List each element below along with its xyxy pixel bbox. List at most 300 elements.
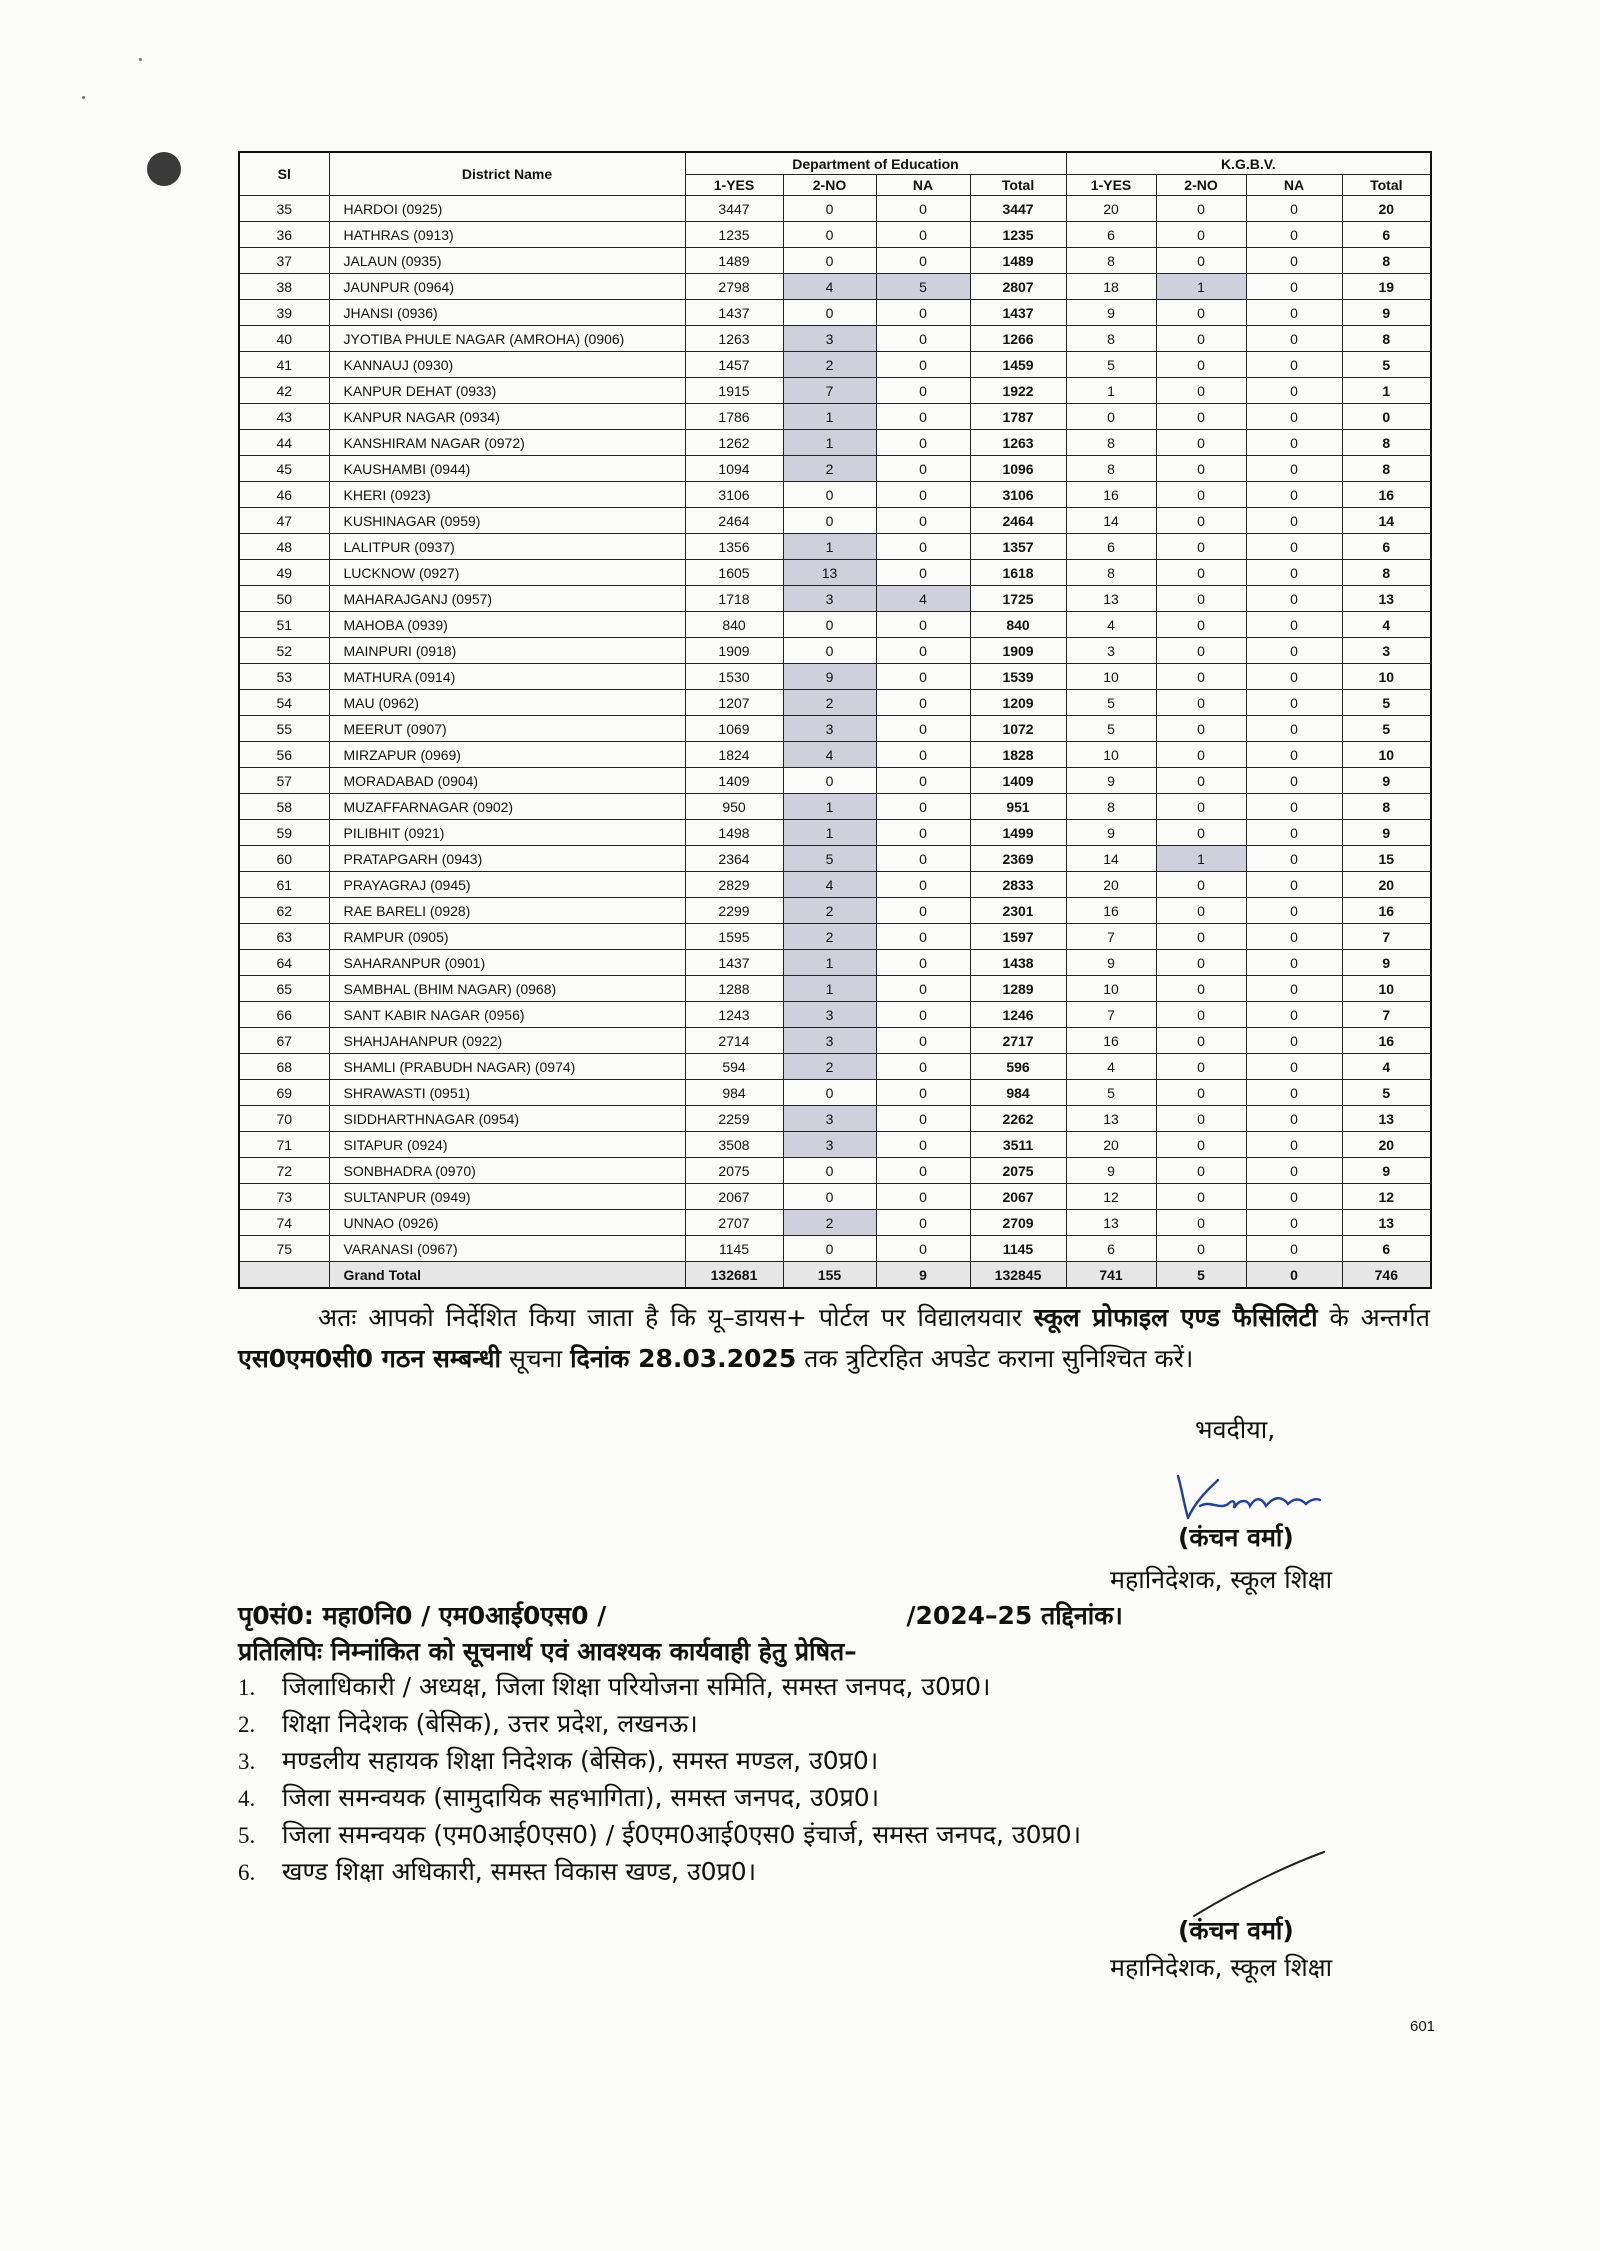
row-kgbv-total: 10	[1342, 976, 1431, 1002]
para-text-2: के अन्तर्गत	[1317, 1303, 1430, 1332]
table-row	[239, 612, 1431, 638]
row-dept-total: 2464	[970, 508, 1066, 534]
row-dept-na: 0	[876, 612, 970, 638]
row-dept-no: 2	[783, 1054, 876, 1080]
row-kgbv-na: 0	[1246, 950, 1342, 976]
row-dept-na: 0	[876, 300, 970, 326]
copy-item-number: 4.	[238, 1786, 256, 1811]
row-kgbv-no: 0	[1156, 664, 1246, 690]
row-kgbv-na: 0	[1246, 404, 1342, 430]
row-sl: 68	[239, 1054, 329, 1080]
row-kgbv-total: 13	[1342, 1106, 1431, 1132]
row-dept-total: 2709	[970, 1210, 1066, 1236]
header-sl: Sl	[239, 152, 329, 196]
row-dept-no: 1	[783, 534, 876, 560]
row-district: MAHARAJGANJ (0957)	[329, 586, 685, 612]
row-kgbv-no: 0	[1156, 716, 1246, 742]
instruction-paragraph	[238, 1297, 1430, 1379]
row-kgbv-total: 0	[1342, 404, 1431, 430]
row-dept-total: 596	[970, 1054, 1066, 1080]
page-number: 601	[1410, 2018, 1436, 2035]
row-kgbv-na: 0	[1246, 274, 1342, 300]
row-dept-total: 1828	[970, 742, 1066, 768]
row-kgbv-total: 7	[1342, 924, 1431, 950]
table-row	[239, 976, 1431, 1002]
row-dept-no: 9	[783, 664, 876, 690]
row-district: JHANSI (0936)	[329, 300, 685, 326]
table-row	[239, 1002, 1431, 1028]
row-kgbv-no: 0	[1156, 898, 1246, 924]
row-sl: 47	[239, 508, 329, 534]
copy-item-number: 2.	[238, 1712, 256, 1737]
grand-total-row	[239, 1262, 1431, 1289]
row-kgbv-total: 20	[1342, 1132, 1431, 1158]
row-kgbv-na: 0	[1246, 976, 1342, 1002]
header-kgbv-no: 2-NO	[1156, 175, 1246, 196]
row-dept-no: 0	[783, 1184, 876, 1210]
row-dept-total: 2075	[970, 1158, 1066, 1184]
row-kgbv-no: 0	[1156, 950, 1246, 976]
row-kgbv-no: 0	[1156, 326, 1246, 352]
table-row	[239, 560, 1431, 586]
punch-hole	[147, 152, 181, 186]
row-kgbv-na: 0	[1246, 690, 1342, 716]
row-kgbv-total: 5	[1342, 690, 1431, 716]
row-dept-no: 1	[783, 950, 876, 976]
table-row	[239, 456, 1431, 482]
row-dept-total: 2807	[970, 274, 1066, 300]
row-dept-total: 1289	[970, 976, 1066, 1002]
row-sl: 43	[239, 404, 329, 430]
row-kgbv-na: 0	[1246, 1080, 1342, 1106]
row-dept-no: 0	[783, 222, 876, 248]
copy-item-number: 1.	[238, 1675, 256, 1700]
row-kgbv-no: 0	[1156, 1106, 1246, 1132]
row-kgbv-yes: 6	[1066, 534, 1156, 560]
header-dept-no: 2-NO	[783, 175, 876, 196]
row-dept-yes: 1786	[685, 404, 783, 430]
row-kgbv-total: 16	[1342, 482, 1431, 508]
row-dept-yes: 594	[685, 1054, 783, 1080]
row-kgbv-na: 0	[1246, 664, 1342, 690]
row-district: MAINPURI (0918)	[329, 638, 685, 664]
row-dept-na: 0	[876, 664, 970, 690]
row-kgbv-total: 5	[1342, 1080, 1431, 1106]
row-dept-total: 1725	[970, 586, 1066, 612]
row-kgbv-no: 0	[1156, 482, 1246, 508]
row-dept-total: 1922	[970, 378, 1066, 404]
row-dept-no: 5	[783, 846, 876, 872]
table-row	[239, 1028, 1431, 1054]
table-row	[239, 534, 1431, 560]
row-dept-no: 1	[783, 976, 876, 1002]
row-dept-no: 4	[783, 274, 876, 300]
row-sl: 52	[239, 638, 329, 664]
row-sl: 42	[239, 378, 329, 404]
row-dept-na: 0	[876, 482, 970, 508]
row-sl: 56	[239, 742, 329, 768]
row-dept-no: 0	[783, 638, 876, 664]
row-kgbv-na: 0	[1246, 638, 1342, 664]
header-dept-total: Total	[970, 175, 1066, 196]
row-dept-na: 0	[876, 456, 970, 482]
row-district: JAUNPUR (0964)	[329, 274, 685, 300]
grand-total-kgbv-na: 0	[1246, 1262, 1342, 1289]
row-dept-total: 2833	[970, 872, 1066, 898]
row-kgbv-no: 0	[1156, 534, 1246, 560]
row-dept-total: 1618	[970, 560, 1066, 586]
row-dept-na: 0	[876, 430, 970, 456]
table-row	[239, 690, 1431, 716]
row-dept-yes: 2798	[685, 274, 783, 300]
row-kgbv-total: 4	[1342, 612, 1431, 638]
row-kgbv-yes: 1	[1066, 378, 1156, 404]
table-row	[239, 794, 1431, 820]
row-dept-na: 0	[876, 690, 970, 716]
row-district: KANNAUJ (0930)	[329, 352, 685, 378]
row-sl: 61	[239, 872, 329, 898]
table-row	[239, 664, 1431, 690]
row-dept-no: 0	[783, 248, 876, 274]
row-kgbv-no: 0	[1156, 1080, 1246, 1106]
row-kgbv-yes: 16	[1066, 898, 1156, 924]
row-sl: 41	[239, 352, 329, 378]
row-dept-no: 13	[783, 560, 876, 586]
row-kgbv-na: 0	[1246, 196, 1342, 222]
signer-name-2: (कंचन वर्मा)	[1178, 1916, 1294, 1945]
row-dept-no: 0	[783, 482, 876, 508]
copy-item-text: खण्ड शिक्षा अधिकारी, समस्त विकास खण्ड, उ0प्र0।	[282, 1857, 757, 1886]
row-kgbv-na: 0	[1246, 898, 1342, 924]
row-kgbv-yes: 8	[1066, 456, 1156, 482]
row-dept-na: 0	[876, 404, 970, 430]
table-row	[239, 352, 1431, 378]
row-kgbv-no: 0	[1156, 1054, 1246, 1080]
signature-stroke-icon	[1190, 1850, 1330, 1920]
row-dept-total: 840	[970, 612, 1066, 638]
row-sl: 38	[239, 274, 329, 300]
row-kgbv-no: 0	[1156, 430, 1246, 456]
row-sl: 66	[239, 1002, 329, 1028]
row-kgbv-yes: 20	[1066, 196, 1156, 222]
row-kgbv-na: 0	[1246, 1210, 1342, 1236]
table-row	[239, 378, 1431, 404]
copy-list	[238, 1668, 1081, 1890]
row-district: MUZAFFARNAGAR (0902)	[329, 794, 685, 820]
row-dept-no: 2	[783, 898, 876, 924]
row-kgbv-no: 0	[1156, 196, 1246, 222]
row-district: HARDOI (0925)	[329, 196, 685, 222]
row-dept-yes: 1263	[685, 326, 783, 352]
row-district: SHRAWASTI (0951)	[329, 1080, 685, 1106]
row-sl: 54	[239, 690, 329, 716]
row-kgbv-yes: 8	[1066, 794, 1156, 820]
row-dept-no: 0	[783, 1080, 876, 1106]
row-sl: 70	[239, 1106, 329, 1132]
row-kgbv-yes: 0	[1066, 404, 1156, 430]
reference-number: पृ0सं0: महा0नि0 / एम0आई0एस0 /	[238, 1601, 607, 1630]
table-row	[239, 248, 1431, 274]
row-dept-yes: 3447	[685, 196, 783, 222]
row-kgbv-yes: 5	[1066, 1080, 1156, 1106]
row-kgbv-total: 8	[1342, 560, 1431, 586]
row-dept-yes: 1235	[685, 222, 783, 248]
row-dept-na: 0	[876, 1210, 970, 1236]
row-kgbv-no: 0	[1156, 222, 1246, 248]
row-sl: 36	[239, 222, 329, 248]
row-dept-na: 0	[876, 560, 970, 586]
row-kgbv-total: 8	[1342, 430, 1431, 456]
row-dept-total: 2301	[970, 898, 1066, 924]
row-dept-na: 0	[876, 794, 970, 820]
row-dept-yes: 2075	[685, 1158, 783, 1184]
row-dept-yes: 1824	[685, 742, 783, 768]
row-sl: 53	[239, 664, 329, 690]
row-dept-yes: 2714	[685, 1028, 783, 1054]
district-table	[238, 151, 1432, 1289]
row-dept-na: 0	[876, 898, 970, 924]
row-sl: 51	[239, 612, 329, 638]
row-kgbv-yes: 16	[1066, 1028, 1156, 1054]
row-dept-total: 3106	[970, 482, 1066, 508]
row-kgbv-na: 0	[1246, 768, 1342, 794]
row-kgbv-yes: 5	[1066, 716, 1156, 742]
row-sl: 44	[239, 430, 329, 456]
row-kgbv-no: 0	[1156, 924, 1246, 950]
row-dept-na: 0	[876, 976, 970, 1002]
row-kgbv-yes: 7	[1066, 924, 1156, 950]
row-dept-total: 2717	[970, 1028, 1066, 1054]
row-kgbv-yes: 16	[1066, 482, 1156, 508]
row-kgbv-yes: 14	[1066, 846, 1156, 872]
row-kgbv-no: 0	[1156, 768, 1246, 794]
row-kgbv-total: 4	[1342, 1054, 1431, 1080]
grand-total-sl	[239, 1262, 329, 1289]
row-sl: 59	[239, 820, 329, 846]
table-row	[239, 1132, 1431, 1158]
row-dept-no: 2	[783, 924, 876, 950]
row-kgbv-total: 16	[1342, 1028, 1431, 1054]
row-kgbv-total: 3	[1342, 638, 1431, 664]
row-kgbv-na: 0	[1246, 1236, 1342, 1262]
row-dept-yes: 2829	[685, 872, 783, 898]
table-row	[239, 586, 1431, 612]
row-district: RAMPUR (0905)	[329, 924, 685, 950]
row-dept-total: 1539	[970, 664, 1066, 690]
row-kgbv-no: 0	[1156, 1236, 1246, 1262]
row-kgbv-total: 5	[1342, 352, 1431, 378]
row-district: SANT KABIR NAGAR (0956)	[329, 1002, 685, 1028]
row-dept-na: 0	[876, 716, 970, 742]
row-dept-total: 1909	[970, 638, 1066, 664]
grand-total-kgbv-yes: 741	[1066, 1262, 1156, 1289]
row-dept-no: 0	[783, 196, 876, 222]
row-dept-no: 0	[783, 300, 876, 326]
row-kgbv-na: 0	[1246, 742, 1342, 768]
table-row	[239, 196, 1431, 222]
row-kgbv-yes: 3	[1066, 638, 1156, 664]
table-row	[239, 482, 1431, 508]
row-dept-na: 0	[876, 378, 970, 404]
signer-designation: महानिदेशक, स्कूल शिक्षा	[1110, 1565, 1333, 1594]
row-district: LALITPUR (0937)	[329, 534, 685, 560]
header-kgbv-na: NA	[1246, 175, 1342, 196]
row-kgbv-total: 9	[1342, 768, 1431, 794]
row-dept-yes: 1288	[685, 976, 783, 1002]
row-district: MATHURA (0914)	[329, 664, 685, 690]
row-dept-yes: 1457	[685, 352, 783, 378]
table-row	[239, 274, 1431, 300]
row-kgbv-no: 0	[1156, 1158, 1246, 1184]
table-row	[239, 950, 1431, 976]
row-kgbv-na: 0	[1246, 1002, 1342, 1028]
row-district: RAE BARELI (0928)	[329, 898, 685, 924]
row-dept-total: 2067	[970, 1184, 1066, 1210]
row-kgbv-na: 0	[1246, 1054, 1342, 1080]
row-dept-na: 0	[876, 1236, 970, 1262]
row-dept-total: 1459	[970, 352, 1066, 378]
row-kgbv-yes: 6	[1066, 1236, 1156, 1262]
row-dept-no: 3	[783, 716, 876, 742]
para-text-3: सूचना	[501, 1344, 571, 1373]
row-dept-yes: 1595	[685, 924, 783, 950]
row-kgbv-na: 0	[1246, 508, 1342, 534]
table-row	[239, 898, 1431, 924]
copy-list-item	[238, 1779, 1081, 1816]
row-dept-yes: 1437	[685, 300, 783, 326]
table-row	[239, 846, 1431, 872]
row-district: JALAUN (0935)	[329, 248, 685, 274]
row-sl: 55	[239, 716, 329, 742]
row-dept-yes: 984	[685, 1080, 783, 1106]
table-row	[239, 820, 1431, 846]
copy-heading: प्रतिलिपिः निम्नांकित को सूचनार्थ एवं आवश्यक कार्यवाही हेतु प्रेषित–	[238, 1637, 857, 1666]
row-kgbv-no: 0	[1156, 248, 1246, 274]
row-dept-yes: 1207	[685, 690, 783, 716]
row-kgbv-total: 9	[1342, 1158, 1431, 1184]
table-row	[239, 1184, 1431, 1210]
row-dept-yes: 1498	[685, 820, 783, 846]
row-kgbv-no: 1	[1156, 274, 1246, 300]
row-kgbv-yes: 20	[1066, 1132, 1156, 1158]
row-kgbv-yes: 9	[1066, 300, 1156, 326]
header-dept-na: NA	[876, 175, 970, 196]
row-dept-no: 0	[783, 612, 876, 638]
row-dept-na: 0	[876, 1080, 970, 1106]
row-kgbv-no: 0	[1156, 976, 1246, 1002]
row-dept-yes: 1605	[685, 560, 783, 586]
row-dept-yes: 2299	[685, 898, 783, 924]
table-row	[239, 1158, 1431, 1184]
row-kgbv-total: 12	[1342, 1184, 1431, 1210]
row-dept-na: 0	[876, 248, 970, 274]
copy-item-text: जिला समन्वयक (एम0आई0एस0) / ई0एम0आई0एस0 इंचार्ज, समस्त जनपद, उ0प्र0।	[282, 1820, 1082, 1849]
row-kgbv-yes: 4	[1066, 1054, 1156, 1080]
row-dept-yes: 1915	[685, 378, 783, 404]
table-row	[239, 1080, 1431, 1106]
row-kgbv-na: 0	[1246, 300, 1342, 326]
row-district: SIDDHARTHNAGAR (0954)	[329, 1106, 685, 1132]
row-dept-total: 1489	[970, 248, 1066, 274]
copy-list-item	[238, 1742, 1081, 1779]
row-dept-na: 0	[876, 1028, 970, 1054]
row-dept-no: 4	[783, 872, 876, 898]
row-kgbv-no: 0	[1156, 690, 1246, 716]
header-kgbv-total: Total	[1342, 175, 1431, 196]
row-kgbv-yes: 13	[1066, 1106, 1156, 1132]
copy-item-text: जिलाधिकारी / अध्यक्ष, जिला शिक्षा परियोजना समिति, समस्त जनपद, उ0प्र0।	[282, 1672, 991, 1701]
row-dept-na: 0	[876, 1184, 970, 1210]
table-row	[239, 1210, 1431, 1236]
row-kgbv-total: 15	[1342, 846, 1431, 872]
row-kgbv-yes: 5	[1066, 352, 1156, 378]
row-kgbv-na: 0	[1246, 586, 1342, 612]
row-district: LUCKNOW (0927)	[329, 560, 685, 586]
row-kgbv-yes: 7	[1066, 1002, 1156, 1028]
row-dept-no: 0	[783, 1158, 876, 1184]
row-sl: 50	[239, 586, 329, 612]
row-kgbv-na: 0	[1246, 716, 1342, 742]
row-kgbv-total: 20	[1342, 196, 1431, 222]
signer-designation-2: महानिदेशक, स्कूल शिक्षा	[1110, 1953, 1333, 1982]
row-sl: 62	[239, 898, 329, 924]
row-dept-no: 3	[783, 326, 876, 352]
row-dept-no: 0	[783, 1236, 876, 1262]
row-kgbv-no: 0	[1156, 820, 1246, 846]
row-kgbv-yes: 12	[1066, 1184, 1156, 1210]
table-row	[239, 872, 1431, 898]
para-bold-2: एस0एम0सी0 गठन सम्बन्धी	[238, 1344, 502, 1373]
table-row	[239, 508, 1431, 534]
table-row	[239, 300, 1431, 326]
row-dept-yes: 1069	[685, 716, 783, 742]
row-dept-yes: 1094	[685, 456, 783, 482]
row-district: KAUSHAMBI (0944)	[329, 456, 685, 482]
row-sl: 72	[239, 1158, 329, 1184]
row-district: KHERI (0923)	[329, 482, 685, 508]
row-kgbv-na: 0	[1246, 222, 1342, 248]
row-dept-na: 0	[876, 924, 970, 950]
row-kgbv-yes: 14	[1066, 508, 1156, 534]
row-sl: 48	[239, 534, 329, 560]
row-dept-total: 984	[970, 1080, 1066, 1106]
row-kgbv-total: 10	[1342, 742, 1431, 768]
row-dept-yes: 1718	[685, 586, 783, 612]
row-district: SITAPUR (0924)	[329, 1132, 685, 1158]
row-sl: 45	[239, 456, 329, 482]
scan-speck	[82, 96, 85, 99]
grand-total-kgbv-total: 746	[1342, 1262, 1431, 1289]
row-dept-total: 2369	[970, 846, 1066, 872]
row-district: KANPUR NAGAR (0934)	[329, 404, 685, 430]
table-row	[239, 638, 1431, 664]
row-dept-total: 2262	[970, 1106, 1066, 1132]
row-kgbv-no: 0	[1156, 508, 1246, 534]
row-dept-no: 3	[783, 1132, 876, 1158]
row-district: UNNAO (0926)	[329, 1210, 685, 1236]
copy-item-number: 6.	[238, 1860, 256, 1885]
row-dept-no: 3	[783, 1002, 876, 1028]
row-kgbv-total: 6	[1342, 1236, 1431, 1262]
row-district: SAHARANPUR (0901)	[329, 950, 685, 976]
row-sl: 58	[239, 794, 329, 820]
row-district: MORADABAD (0904)	[329, 768, 685, 794]
grand-total-dept-no: 155	[783, 1262, 876, 1289]
copy-item-text: जिला समन्वयक (सामुदायिक सहभागिता), समस्त जनपद, उ0प्र0।	[282, 1783, 880, 1812]
header-dept-yes: 1-YES	[685, 175, 783, 196]
row-kgbv-yes: 13	[1066, 1210, 1156, 1236]
row-district: KUSHINAGAR (0959)	[329, 508, 685, 534]
